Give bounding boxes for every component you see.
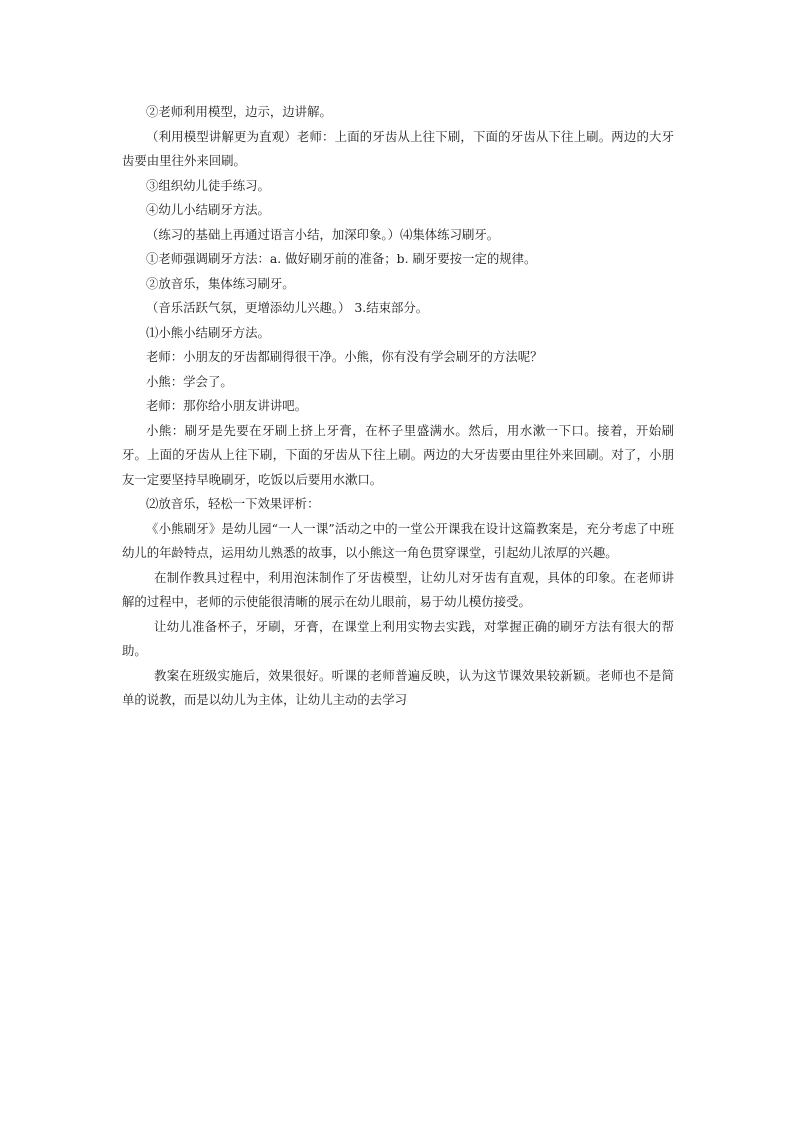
paragraph-play-music: ②放音乐，集体练习刷牙。 [146,275,295,291]
paragraph-teacher-demo: ②老师利用模型，边示，边讲解。 [146,104,332,119]
paragraph-lesson-design: 《小熊刷牙》是幼儿园“一人一课”活动之中的一堂公开课我在设计这篇教案是，充分考虑了中班幼儿的年龄特点，运用幼儿熟悉的故事，以小熊这一角色贯穿课堂，引起幼儿浓厚的兴趣。 [122,520,674,560]
paragraph-model-explanation: （利用模型讲解更为直观）老师：上面的牙齿从上往下刷，下面的牙齿从下往上刷。两边的大牙齿要由里往外来回刷。 [122,128,674,168]
paragraph-music-evaluation: ⑵放音乐，轻松一下效果评析： [146,496,320,511]
paragraph-teaching-aids: 在制作教具过程中，利用泡沫制作了牙齿模型，让幼儿对牙齿有直观，具体的印象。在老师讲解的过程中，老师的示使能很清晰的展示在幼儿眼前，易于幼儿模仿接受。 [122,569,674,609]
paragraph-practice-materials: 让幼儿准备杯子，牙刷，牙膏，在课堂上利用实物去实践，对掌握正确的刷牙方法有很大的帮助。 [122,618,674,658]
paragraph-teacher-question: 老师：小朋友的牙齿都刷得很干净。小熊，你有没有学会刷牙的方法呢？ [146,349,543,364]
paragraph-music-note: （音乐活跃气氛，更增添幼儿兴趣。） 3.结束部分。 [146,300,429,315]
paragraph-implementation-result: 教案在班级实施后，效果很好。听课的老师普遍反映，认为这节课效果较新颖。老师也不是简单的说教，而是以幼儿为主体，让幼儿主动的去学习 [122,667,674,707]
paragraph-teacher-request: 老师：那你给小朋友讲讲吧。 [146,398,308,413]
paragraph-organize-practice: ③组织幼儿徒手练习。 [146,177,270,193]
paragraph-practice-note: （练习的基础上再通过语言小结，加深印象。）⑷集体练习刷牙。 [146,226,500,242]
paragraph-bear-explanation: 小熊：刷牙是先要在牙刷上挤上牙膏，在杯子里盛满水。然后，用水漱一下口。接着，开始刷牙。上面的牙齿从上往下刷，下面的牙齿从下往上刷。两边的大牙齿要由里往外来回刷。对了，小朋友一定要坚持早晚刷牙，吃饭以后要用水漱口。 [122,422,674,487]
document-page [122,100,674,713]
paragraph-child-summary: ④幼儿小结刷牙方法。 [146,202,270,217]
paragraph-bear-answer: 小熊：学会了。 [146,373,233,389]
paragraph-brushing-method: ①老师强调刷牙方法：a. 做好刷牙前的准备；b. 刷牙要按一定的规律。 [146,251,537,266]
paragraph-bear-summary: ⑴小熊小结刷牙方法。 [146,324,270,340]
